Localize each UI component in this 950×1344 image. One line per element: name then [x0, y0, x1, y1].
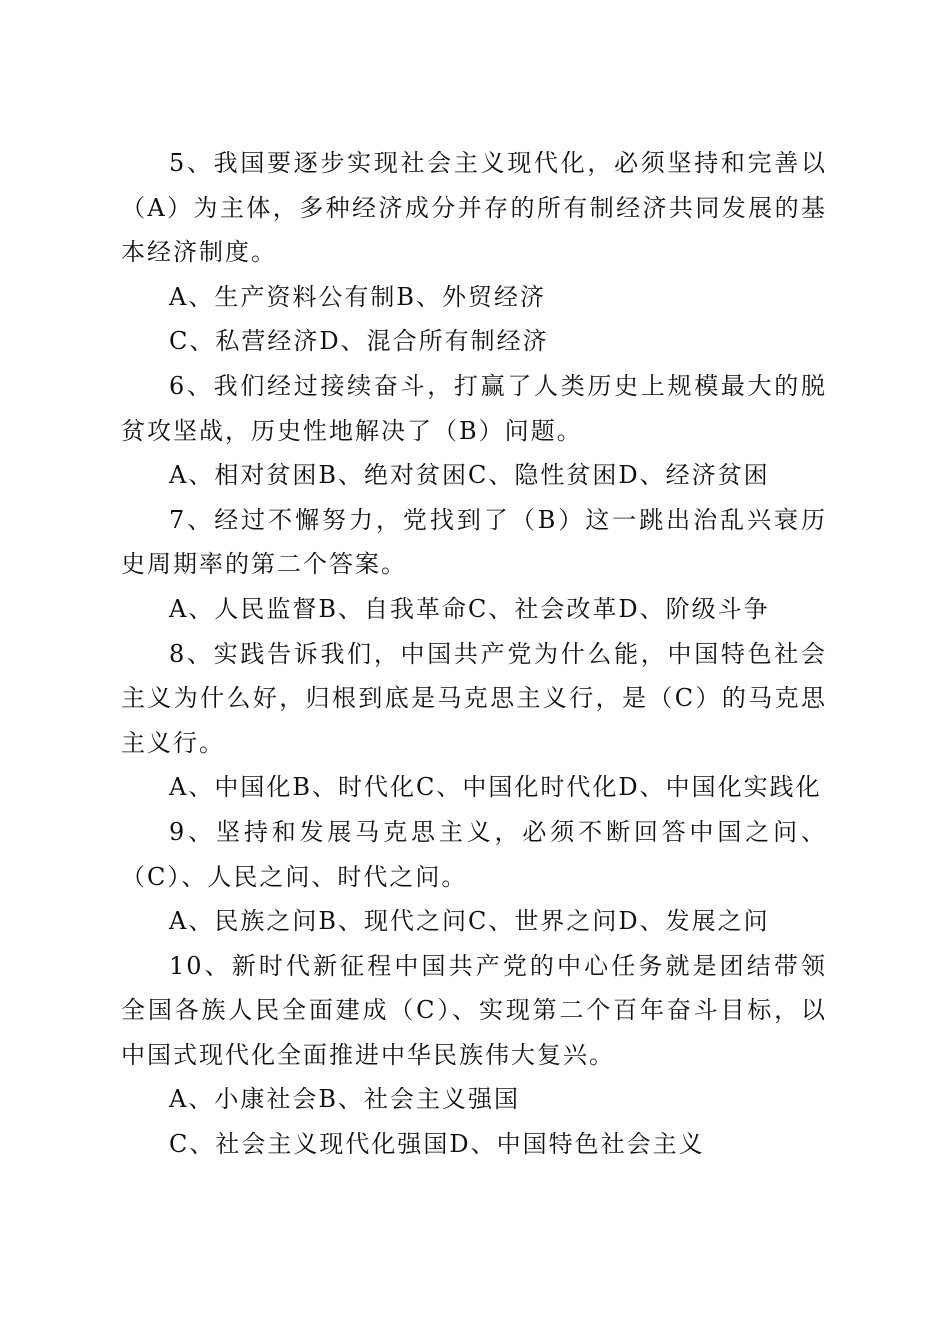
question-8-options: A、中国化B、时代化C、中国化时代化D、中国化实践化: [169, 773, 822, 802]
question-10-options-ab: A、小康社会B、社会主义强国: [169, 1085, 520, 1114]
question-9-options: A、民族之问B、现代之问C、世界之问D、发展之问: [169, 907, 770, 936]
question-5: 5、我国要逐步实现社会主义现代化，必须坚持和完善以（A）为主体，多种经济成分并存的所有制经济共同发展的基本经济制度。: [121, 149, 827, 267]
question-7: 7、经过不懈努力，党找到了（B）这一跳出治乱兴衰历史周期率的第二个答案。: [121, 505, 827, 579]
document-body: [121, 141, 827, 1167]
question-6: 6、我们经过接续奋斗，打赢了人类历史上规模最大的脱贫攻坚战，历史性地解决了（B）问题。: [121, 371, 827, 445]
question-5-options-ab: A、生产资料公有制B、外贸经济: [169, 282, 546, 311]
question-8: 8、实践告诉我们，中国共产党为什么能，中国特色社会主义为什么好，归根到底是马克思主义行，是（C）的马克思主义行。: [121, 639, 827, 757]
question-10: 10、新时代新征程中国共产党的中心任务就是团结带领全国各族人民全面建成（C）、实现第二个百年奋斗目标，以中国式现代化全面推进中华民族伟大复兴。: [121, 951, 827, 1069]
question-7-options: A、人民监督B、自我革命C、社会改革D、阶级斗争: [169, 594, 770, 623]
question-9: 9、坚持和发展马克思主义，必须不断回答中国之问、（C）、人民之问、时代之问。: [121, 817, 827, 891]
question-10-options-cd: C、社会主义现代化强国D、中国特色社会主义: [169, 1130, 705, 1159]
question-6-options: A、相对贫困B、绝对贫困C、隐性贫困D、经济贫困: [169, 461, 770, 490]
question-5-options-cd: C、私营经济D、混合所有制经济: [169, 327, 549, 356]
